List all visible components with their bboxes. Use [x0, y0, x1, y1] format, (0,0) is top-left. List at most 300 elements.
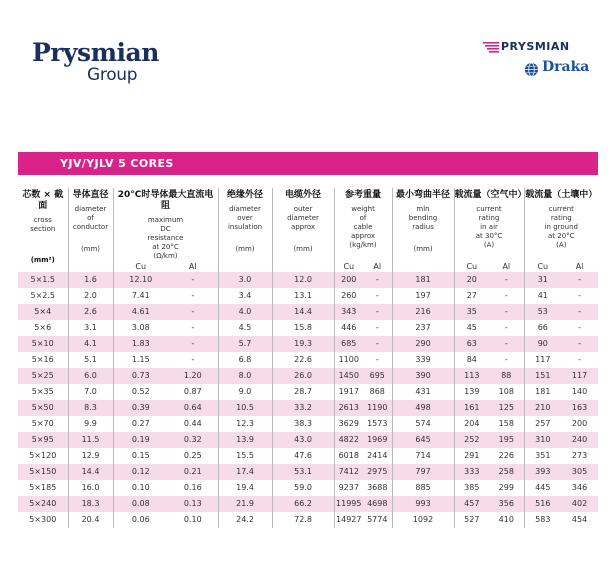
cell-weight-cu: 1100: [334, 352, 363, 368]
cell-insulation-diameter: 13.9: [218, 432, 272, 448]
cell-current-air-al: 125: [489, 400, 524, 416]
cell-current-ground-cu: 117: [524, 352, 561, 368]
cell-weight-cu: 9237: [334, 480, 363, 496]
cell-outer-diameter: 53.1: [272, 464, 334, 480]
cell-cross-section: 5×95: [18, 432, 68, 448]
header-label-en: bending: [408, 214, 438, 222]
cell-conductor-diameter: 16.0: [68, 480, 113, 496]
cell-outer-diameter: 22.6: [272, 352, 334, 368]
cell-resistance-cu: 0.06: [113, 512, 168, 528]
cell-outer-diameter: 15.8: [272, 320, 334, 336]
prysmian-stripes-icon: [483, 42, 499, 53]
header-unit: (mm): [80, 245, 101, 253]
header-label-en: insulation: [227, 223, 263, 231]
cell-resistance-al: 0.32: [168, 432, 218, 448]
cell-outer-diameter: 66.2: [272, 496, 334, 512]
header-current-rating-air: [454, 188, 527, 261]
cell-cross-section: 5×2.5: [18, 288, 68, 304]
cell-current-ground-al: -: [561, 352, 598, 368]
cell-weight-cu: 685: [334, 336, 363, 352]
table-row: [18, 480, 598, 496]
header-label-en: min: [416, 205, 430, 213]
cell-resistance-al: 0.25: [168, 448, 218, 464]
cell-current-ground-al: 402: [561, 496, 598, 512]
cell-weight-al: 695: [363, 368, 392, 384]
cell-bending-radius: 290: [392, 336, 454, 352]
cell-resistance-cu: 12.10: [113, 272, 168, 288]
cell-insulation-diameter: 3.0: [218, 272, 272, 288]
cell-current-air-al: 356: [489, 496, 524, 512]
cell-current-air-cu: 333: [454, 464, 489, 480]
cell-insulation-diameter: 3.4: [218, 288, 272, 304]
header-outer-diameter: [272, 188, 334, 272]
cell-cross-section: 5×185: [18, 480, 68, 496]
cell-bending-radius: 216: [392, 304, 454, 320]
table-row: [18, 288, 598, 304]
cell-weight-al: 1573: [363, 416, 392, 432]
cell-resistance-cu: 0.12: [113, 464, 168, 480]
header-current-rating-ground: [524, 188, 598, 261]
cell-current-ground-cu: 310: [524, 432, 561, 448]
cell-current-ground-al: -: [561, 320, 598, 336]
cell-cross-section: 5×120: [18, 448, 68, 464]
cell-outer-diameter: 28.7: [272, 384, 334, 400]
cell-weight-al: -: [363, 336, 392, 352]
cell-insulation-diameter: 4.5: [218, 320, 272, 336]
cell-conductor-diameter: 14.4: [68, 464, 113, 480]
cell-current-air-al: 258: [489, 464, 524, 480]
cell-current-air-cu: 63: [454, 336, 489, 352]
spec-table-body: [18, 272, 598, 528]
cell-current-air-cu: 252: [454, 432, 489, 448]
cell-resistance-cu: 3.08: [113, 320, 168, 336]
cell-outer-diameter: 72.8: [272, 512, 334, 528]
header-label-en: radius: [412, 223, 434, 231]
header-label-zh: 导体直径: [72, 190, 109, 200]
cell-bending-radius: 645: [392, 432, 454, 448]
cell-weight-al: -: [363, 352, 392, 368]
cell-outer-diameter: 19.3: [272, 336, 334, 352]
cell-resistance-cu: 7.41: [113, 288, 168, 304]
cell-current-air-cu: 291: [454, 448, 489, 464]
cell-weight-al: 2414: [363, 448, 392, 464]
header-label-en: cable: [353, 223, 373, 231]
table-row: [18, 368, 598, 384]
cell-current-air-cu: 20: [454, 272, 489, 288]
cell-current-ground-cu: 53: [524, 304, 561, 320]
cell-current-air-al: 88: [489, 368, 524, 384]
cell-current-ground-al: 454: [561, 512, 598, 528]
subheader-cu: Cu: [454, 261, 489, 272]
header-conductor-diameter: [68, 188, 113, 272]
cell-cross-section: 5×6: [18, 320, 68, 336]
cell-resistance-cu: 0.15: [113, 448, 168, 464]
header-unit: (mm): [293, 245, 313, 253]
cell-current-air-cu: 35: [454, 304, 489, 320]
cell-outer-diameter: 33.2: [272, 400, 334, 416]
cell-weight-cu: 1917: [334, 384, 363, 400]
cell-bending-radius: 390: [392, 368, 454, 384]
header-label-en: resistance: [147, 234, 184, 242]
header-label-en: at 30°C: [475, 232, 503, 240]
cell-insulation-diameter: 10.5: [218, 400, 272, 416]
header-label-en: maximum: [147, 216, 184, 224]
header-label-en: in air: [480, 223, 498, 231]
header-unit: (mm²): [30, 256, 55, 264]
draka-globe-icon: [524, 62, 539, 77]
cell-weight-cu: 3629: [334, 416, 363, 432]
cell-outer-diameter: 13.1: [272, 288, 334, 304]
cell-bending-radius: 714: [392, 448, 454, 464]
header-label-en: of: [87, 214, 94, 222]
header-row: [18, 188, 598, 261]
cell-weight-cu: 1450: [334, 368, 363, 384]
header-label-en: approx: [290, 223, 316, 231]
header-insulation-diameter: [218, 188, 272, 272]
cell-resistance-al: -: [168, 304, 218, 320]
cell-current-ground-al: 240: [561, 432, 598, 448]
cell-current-ground-al: -: [561, 336, 598, 352]
cell-bending-radius: 197: [392, 288, 454, 304]
cell-resistance-cu: 0.19: [113, 432, 168, 448]
product-title-bar: [18, 152, 598, 175]
cell-conductor-diameter: 12.9: [68, 448, 113, 464]
subheader-cu: Cu: [334, 261, 363, 272]
cell-current-ground-cu: 583: [524, 512, 561, 528]
cell-current-air-cu: 45: [454, 320, 489, 336]
cell-current-air-cu: 385: [454, 480, 489, 496]
header-dc-resistance: [113, 188, 218, 261]
cell-insulation-diameter: 5.7: [218, 336, 272, 352]
cell-conductor-diameter: 2.6: [68, 304, 113, 320]
table-row: [18, 336, 598, 352]
cell-current-air-al: -: [489, 304, 524, 320]
cell-conductor-diameter: 3.1: [68, 320, 113, 336]
header-unit: (Ω/km): [153, 252, 178, 260]
table-row: [18, 496, 598, 512]
header-label-en: over: [237, 214, 253, 222]
cell-current-ground-al: -: [561, 288, 598, 304]
cell-resistance-al: 0.87: [168, 384, 218, 400]
cell-insulation-diameter: 21.9: [218, 496, 272, 512]
cell-weight-al: 1190: [363, 400, 392, 416]
cell-current-air-cu: 457: [454, 496, 489, 512]
logo-prysmian-caps-text: PRYSMIAN: [501, 40, 570, 53]
cell-current-ground-cu: 257: [524, 416, 561, 432]
cell-resistance-cu: 1.83: [113, 336, 168, 352]
cell-resistance-cu: 0.27: [113, 416, 168, 432]
cell-resistance-al: 0.10: [168, 512, 218, 528]
header-label-en: at 20°C: [548, 232, 575, 240]
cell-weight-cu: 446: [334, 320, 363, 336]
cell-current-air-cu: 161: [454, 400, 489, 416]
cell-cross-section: 5×50: [18, 400, 68, 416]
cell-cross-section: 5×70: [18, 416, 68, 432]
header-label-en: diameter: [74, 205, 107, 213]
cell-resistance-al: 0.44: [168, 416, 218, 432]
cell-current-ground-cu: 66: [524, 320, 561, 336]
cell-conductor-diameter: 5.1: [68, 352, 113, 368]
cell-cross-section: 5×1.5: [18, 272, 68, 288]
cell-outer-diameter: 47.6: [272, 448, 334, 464]
prysmian-draka-logo: [475, 40, 595, 80]
cell-weight-al: 2975: [363, 464, 392, 480]
header-label-en: outer: [293, 205, 313, 213]
cell-current-air-al: 299: [489, 480, 524, 496]
cell-weight-cu: 343: [334, 304, 363, 320]
header-label-zh: 参考重量: [345, 190, 382, 200]
subheader-al: Al: [188, 261, 197, 271]
table-row: [18, 352, 598, 368]
table-row: [18, 464, 598, 480]
header-label-zh: 载流量（空气中）: [454, 190, 527, 200]
cell-insulation-diameter: 17.4: [218, 464, 272, 480]
header-label-en: current: [548, 205, 574, 213]
header-unit: (mm): [235, 245, 255, 253]
table-row: [18, 448, 598, 464]
header-label-en: in ground: [544, 223, 578, 231]
cell-current-air-cu: 27: [454, 288, 489, 304]
header-unit: (kg/km): [349, 241, 377, 249]
cell-current-ground-cu: 90: [524, 336, 561, 352]
cell-current-air-al: 195: [489, 432, 524, 448]
cell-resistance-al: -: [168, 336, 218, 352]
cell-outer-diameter: 59.0: [272, 480, 334, 496]
cell-cross-section: 5×240: [18, 496, 68, 512]
header-label-en: of: [359, 214, 367, 222]
cell-conductor-diameter: 7.0: [68, 384, 113, 400]
cell-weight-al: -: [363, 320, 392, 336]
logo-group-text: Group: [87, 65, 138, 85]
spec-table: [18, 188, 598, 528]
header-label-en: approx: [350, 232, 376, 240]
cell-conductor-diameter: 2.0: [68, 288, 113, 304]
cell-conductor-diameter: 4.1: [68, 336, 113, 352]
cell-resistance-al: 0.21: [168, 464, 218, 480]
header-label-en: weight: [351, 205, 375, 213]
cell-current-air-al: -: [489, 352, 524, 368]
cell-cross-section: 5×4: [18, 304, 68, 320]
cell-insulation-diameter: 19.4: [218, 480, 272, 496]
cell-weight-al: 868: [363, 384, 392, 400]
prysmian-group-logo: [32, 38, 159, 88]
cell-weight-cu: 14927: [334, 512, 363, 528]
cell-current-ground-cu: 181: [524, 384, 561, 400]
cell-resistance-al: 0.13: [168, 496, 218, 512]
cell-insulation-diameter: 15.5: [218, 448, 272, 464]
cell-bending-radius: 431: [392, 384, 454, 400]
cell-bending-radius: 993: [392, 496, 454, 512]
cell-insulation-diameter: 6.8: [218, 352, 272, 368]
cell-outer-diameter: 43.0: [272, 432, 334, 448]
header-unit: (mm): [413, 245, 433, 253]
table-row: [18, 384, 598, 400]
cell-weight-al: 3688: [363, 480, 392, 496]
header-bending-radius: [392, 188, 454, 272]
cell-weight-cu: 2613: [334, 400, 363, 416]
cell-conductor-diameter: 8.3: [68, 400, 113, 416]
header-label-en: cross: [33, 216, 52, 224]
header-unit: (A): [483, 241, 495, 249]
cell-current-ground-cu: 210: [524, 400, 561, 416]
cell-outer-diameter: 12.0: [272, 272, 334, 288]
header-label-en: diameter: [287, 214, 319, 222]
header-label-zh: 20°C时导体最大直流电阻: [117, 190, 214, 211]
cell-insulation-diameter: 12.3: [218, 416, 272, 432]
cell-insulation-diameter: 24.2: [218, 512, 272, 528]
cell-weight-cu: 260: [334, 288, 363, 304]
cell-current-ground-cu: 41: [524, 288, 561, 304]
table-row: [18, 304, 598, 320]
cell-resistance-cu: 0.39: [113, 400, 168, 416]
cell-current-ground-al: 346: [561, 480, 598, 496]
cell-current-ground-cu: 31: [524, 272, 561, 288]
cell-current-air-cu: 527: [454, 512, 489, 528]
cell-bending-radius: 797: [392, 464, 454, 480]
cell-bending-radius: 1092: [392, 512, 454, 528]
cell-current-air-al: 226: [489, 448, 524, 464]
cell-current-ground-cu: 393: [524, 464, 561, 480]
cell-weight-cu: 4822: [334, 432, 363, 448]
cell-cross-section: 5×10: [18, 336, 68, 352]
cell-current-ground-al: 140: [561, 384, 598, 400]
cell-resistance-al: -: [168, 288, 218, 304]
cell-resistance-cu: 4.61: [113, 304, 168, 320]
subheader-cu: Cu: [113, 261, 168, 272]
cell-weight-al: -: [363, 288, 392, 304]
cell-resistance-al: -: [168, 352, 218, 368]
header-label-en: at 20°C: [152, 243, 179, 251]
cell-outer-diameter: 38.3: [272, 416, 334, 432]
cell-bending-radius: 885: [392, 480, 454, 496]
cell-bending-radius: 181: [392, 272, 454, 288]
subheader-al: Al: [373, 261, 382, 271]
table-row: [18, 416, 598, 432]
cell-current-ground-cu: 351: [524, 448, 561, 464]
cell-cross-section: 5×150: [18, 464, 68, 480]
cell-current-air-al: -: [489, 320, 524, 336]
header-label-zh: 载流量（土壤中）: [525, 190, 598, 200]
header-label-en: DC: [160, 225, 171, 233]
cell-current-ground-al: 273: [561, 448, 598, 464]
header-cross-section: [18, 188, 68, 272]
cell-resistance-cu: 0.10: [113, 480, 168, 496]
cell-insulation-diameter: 4.0: [218, 304, 272, 320]
cell-weight-al: 1969: [363, 432, 392, 448]
cell-insulation-diameter: 9.0: [218, 384, 272, 400]
cell-weight-cu: 200: [334, 272, 363, 288]
cell-weight-cu: 6018: [334, 448, 363, 464]
product-title: YJV/YJLV 5 CORES: [60, 157, 174, 170]
table-row: [18, 320, 598, 336]
cell-cross-section: 5×35: [18, 384, 68, 400]
header-label-en: current: [476, 205, 502, 213]
cell-resistance-cu: 0.52: [113, 384, 168, 400]
cell-resistance-al: 0.16: [168, 480, 218, 496]
header-label-en: diameter: [229, 205, 261, 213]
cell-current-ground-cu: 151: [524, 368, 561, 384]
table-row: [18, 400, 598, 416]
cell-weight-al: 5774: [363, 512, 392, 528]
cell-current-air-al: 158: [489, 416, 524, 432]
cell-current-air-al: -: [489, 272, 524, 288]
cell-conductor-diameter: 20.4: [68, 512, 113, 528]
header-label-en: rating: [478, 214, 500, 222]
cell-current-air-cu: 139: [454, 384, 489, 400]
header-label-zh: 绝缘外径: [227, 190, 264, 200]
cell-current-ground-cu: 445: [524, 480, 561, 496]
cell-current-air-cu: 204: [454, 416, 489, 432]
header-label-en: rating: [550, 214, 572, 222]
subheader-al: Al: [575, 261, 584, 271]
header-label-zh: 最小弯曲半径: [396, 190, 451, 200]
cell-bending-radius: 237: [392, 320, 454, 336]
cell-cross-section: 5×300: [18, 512, 68, 528]
cell-outer-diameter: 14.4: [272, 304, 334, 320]
cell-bending-radius: 498: [392, 400, 454, 416]
cell-bending-radius: 339: [392, 352, 454, 368]
cell-conductor-diameter: 6.0: [68, 368, 113, 384]
cell-current-ground-al: 200: [561, 416, 598, 432]
cell-resistance-al: 1.20: [168, 368, 218, 384]
cell-current-air-al: -: [489, 336, 524, 352]
cell-weight-cu: 11995: [334, 496, 363, 512]
logo-prysmian-text: Prysmian: [32, 38, 159, 67]
cell-current-ground-al: -: [561, 304, 598, 320]
cell-resistance-al: -: [168, 272, 218, 288]
cell-current-air-al: 108: [489, 384, 524, 400]
cell-current-ground-al: 163: [561, 400, 598, 416]
cell-conductor-diameter: 1.6: [68, 272, 113, 288]
header-unit: (A): [556, 241, 567, 249]
cell-insulation-diameter: 8.0: [218, 368, 272, 384]
header-cable-weight: [334, 188, 392, 261]
cell-weight-al: 4698: [363, 496, 392, 512]
cell-current-air-al: -: [489, 288, 524, 304]
cell-cross-section: 5×16: [18, 352, 68, 368]
cell-current-air-cu: 113: [454, 368, 489, 384]
cell-conductor-diameter: 18.3: [68, 496, 113, 512]
table-row: [18, 432, 598, 448]
table-row: [18, 512, 598, 528]
cell-current-ground-al: 305: [561, 464, 598, 480]
cell-conductor-diameter: 11.5: [68, 432, 113, 448]
cell-weight-al: -: [363, 304, 392, 320]
header-label-en: conductor: [72, 223, 109, 231]
cell-current-air-cu: 84: [454, 352, 489, 368]
cell-resistance-cu: 1.15: [113, 352, 168, 368]
header-label-zh: 电缆外径: [285, 190, 322, 200]
cell-resistance-al: -: [168, 320, 218, 336]
cell-current-ground-al: 117: [561, 368, 598, 384]
cell-current-air-al: 410: [489, 512, 524, 528]
cell-current-ground-al: -: [561, 272, 598, 288]
cell-resistance-cu: 0.08: [113, 496, 168, 512]
cell-bending-radius: 574: [392, 416, 454, 432]
cell-resistance-cu: 0.73: [113, 368, 168, 384]
table-row: [18, 272, 598, 288]
cell-cross-section: 5×25: [18, 368, 68, 384]
cell-outer-diameter: 26.0: [272, 368, 334, 384]
cell-conductor-diameter: 9.9: [68, 416, 113, 432]
header-label-en: section: [30, 225, 56, 233]
cell-weight-al: -: [363, 272, 392, 288]
cell-weight-cu: 7412: [334, 464, 363, 480]
header-label-zh: 芯数 × 截面: [22, 190, 64, 211]
cell-resistance-al: 0.64: [168, 400, 218, 416]
cell-current-ground-cu: 516: [524, 496, 561, 512]
logo-draka-text: Draka: [542, 59, 590, 75]
